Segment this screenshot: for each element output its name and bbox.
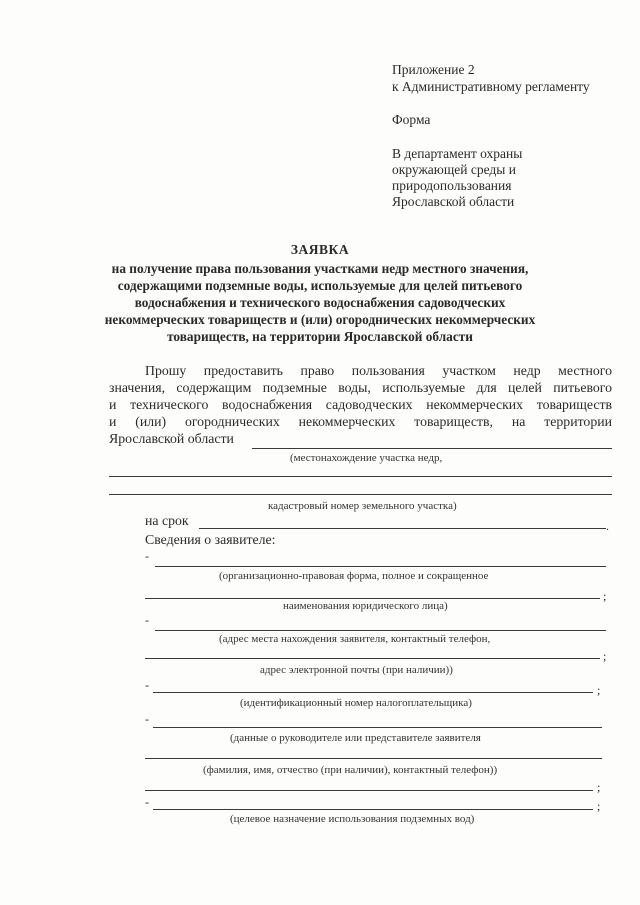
address-field-line[interactable] — [155, 630, 606, 631]
term-field-line[interactable] — [199, 528, 606, 529]
semicolon-2: ; — [603, 649, 607, 663]
caption-email: адрес электронной почты (при наличии)) — [260, 664, 453, 676]
item-dash-1: - — [145, 549, 149, 563]
item-dash-2: - — [145, 613, 149, 627]
term-label: на срок — [145, 513, 189, 528]
item-dash-3: - — [145, 678, 149, 692]
addressee-line-1: В департамент охраны — [392, 146, 523, 161]
legal-name-field-line[interactable] — [145, 598, 600, 599]
form-label: Форма — [392, 112, 431, 127]
body-line-4: и (или) огороднических некоммерческих товариществ, на территории — [109, 414, 612, 429]
head-name-field-line[interactable] — [145, 758, 602, 759]
semicolon-1: ; — [603, 589, 607, 603]
location-field-line[interactable] — [252, 448, 612, 449]
caption-address: (адрес места нахождения заявителя, контактный телефон, — [219, 633, 491, 645]
semicolon-5: ; — [597, 799, 601, 813]
title-line-5: товариществ, на территории Ярославской области — [167, 329, 473, 344]
body-line-3: и технического водоснабжения садоводческих некоммерческих товариществ — [109, 397, 612, 412]
addressee-line-3: природопользования — [392, 178, 512, 193]
title-line-1: на получение права пользования участками недр местного значения, — [111, 261, 529, 276]
caption-cadastral: кадастровый номер земельного участка) — [268, 500, 457, 512]
caption-fio: (фамилия, имя, отчество (при наличии), контактный телефон)) — [203, 764, 498, 776]
email-field-line[interactable] — [145, 658, 600, 659]
term-period: . — [606, 519, 609, 533]
purpose-field-line[interactable] — [153, 809, 593, 810]
document-title: ЗАЯВКА — [290, 242, 350, 257]
fio-field-line[interactable] — [145, 790, 593, 791]
addressee-line-2: окружающей среды и — [392, 162, 516, 177]
title-line-4: некоммерческих товариществ и (или) огороднических некоммерческих — [104, 312, 536, 327]
body-line-5: Ярославской области — [109, 431, 234, 446]
item-dash-4: - — [145, 712, 149, 726]
caption-purpose: (целевое назначение использования подземных вод) — [230, 813, 475, 825]
head-field-line[interactable] — [153, 727, 602, 728]
body-line-2: значения, содержащим подземные воды, используемые для целей питьевого — [109, 380, 612, 395]
appendix-line-1: Приложение 2 — [392, 62, 475, 77]
body-line-1: Прошу предоставить право пользования участком недр местного — [145, 363, 612, 378]
semicolon-3: ; — [597, 683, 601, 697]
caption-head: (данные о руководителе или представителе заявителя — [230, 732, 481, 744]
title-line-3: водоснабжения и технического водоснабжения садоводческих — [134, 295, 506, 310]
location-field-line-2[interactable] — [109, 476, 612, 477]
item-dash-5: - — [145, 795, 149, 809]
caption-inn: (идентификационный номер налогоплательщика) — [240, 697, 472, 709]
caption-legal-name: наименования юридического лица) — [283, 600, 448, 612]
title-line-2: содержащими подземные воды, используемые для целей питьевого — [117, 278, 523, 293]
org-form-field-line[interactable] — [155, 566, 606, 567]
location-field-line-3[interactable] — [109, 494, 612, 495]
appendix-line-2: к Административному регламенту — [392, 79, 590, 94]
caption-org-form: (организационно-правовая форма, полное и сокращенное — [219, 570, 489, 582]
inn-field-line[interactable] — [153, 692, 593, 693]
caption-location: (местонахождение участка недр, — [290, 452, 443, 464]
addressee-line-4: Ярославской области — [392, 194, 515, 209]
semicolon-4: ; — [597, 780, 601, 794]
applicant-label: Сведения о заявителе: — [145, 532, 276, 547]
